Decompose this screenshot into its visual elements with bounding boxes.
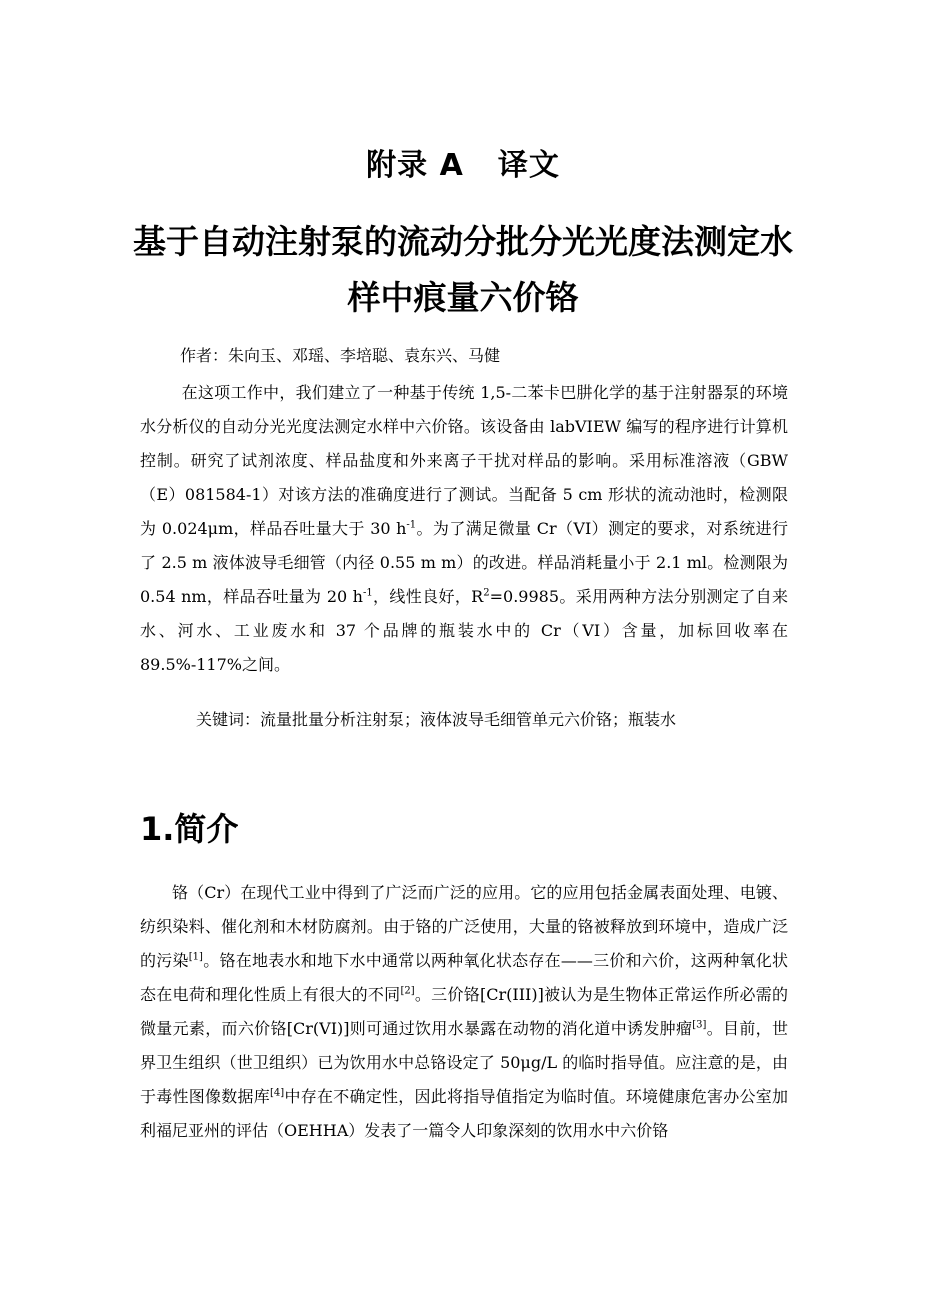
appendix-label: 附录 A [366, 148, 464, 183]
abstract-text-1: 在这项工作中，我们建立了一种基于传统 1,5-二苯卡巴肼化学的基于注射器泵的环境水分析仪的自动分光光度法测定水样中六价铬。该设备由 labVIEW 编写的程序进行计算机控制。研究了试剂浓度、样品盐度和外来离子干扰对样品的影响。采用标准溶液（GBW（E）081584-1）对该方法的准确度进行了测试。当配备 5 cm 形状的流动池时，检测限为 0.024μm，样品吞吐量大于 30 h [140, 383, 788, 538]
abstract-text-3: ，线性良好，R [372, 587, 484, 606]
body-text-5: 中存在不确定性，因此将指导值指定为临时值。环境健康危害办公室加利福尼亚州的评估（OEHHA）发表了一篇令人印象深刻的饮用水中六价铬 [140, 1087, 788, 1140]
citation-1: [1] [188, 951, 203, 963]
section-heading: 1.简介 [140, 810, 239, 848]
abstract [140, 376, 788, 682]
body-text-3: 。三价铬[Cr(III)]被认为是生物体正常运作所必需的微量元素，而六价铬[Cr(VI)]则可通过饮用水暴露在动物的消化道中诱发肿瘤 [140, 985, 788, 1038]
abstract-text-4: =0.9985。采用两种方法分别测定了自来水、河水、工业废水和 37 个品牌的瓶装水中的 Cr（VI）含量，加标回收率在 89.5%-117%之间。 [140, 587, 788, 674]
abstract-sup-2: -1 [362, 587, 373, 599]
citation-2: [2] [400, 985, 415, 997]
document-title: 基于自动注射泵的流动分批分光光度法测定水样中痕量六价铬 [133, 222, 793, 317]
author-line: 作者：朱向玉、邓瑶、李培聪、袁东兴、马健 [180, 346, 501, 365]
body-text-4: 。目前，世界卫生组织（世卫组织）已为饮用水中总铬设定了 50μg/L 的临时指导值。应注意的是，由于毒性图像数据库 [140, 1019, 788, 1106]
section-body [140, 876, 788, 1148]
appendix-subtitle: 译文 [497, 148, 560, 183]
citation-4: [4] [270, 1087, 285, 1099]
abstract-sup-1: -1 [406, 519, 417, 531]
body-paragraph [140, 876, 788, 1148]
citation-3: [3] [692, 1019, 707, 1031]
abstract-text-2: 。为了满足微量 Cr（VI）测定的要求，对系统进行了 2.5 m 液体波导毛细管（内径 0.55 m m）的改进。样品消耗量小于 2.1 ml。检测限为 0.54 nm，样品吞吐量为 20 h [140, 519, 788, 606]
appendix-title [0, 140, 926, 184]
abstract-paragraph [140, 376, 788, 682]
abstract-sup-3: 2 [483, 587, 490, 599]
body-text-1: 铬（Cr）在现代工业中得到了广泛而广泛的应用。它的应用包括金属表面处理、电镀、纺织染料、催化剂和木材防腐剂。由于铬的广泛使用，大量的铬被释放到环境中，造成广泛的污染 [140, 883, 788, 970]
body-text-2: 。铬在地表水和地下水中通常以两种氧化状态存在——三价和六价，这两种氧化状态在电荷和理化性质上有很大的不同 [140, 951, 788, 1004]
keywords: 关键词：流量批量分析注射泵；液体波导毛细管单元六价铬；瓶装水 [196, 710, 677, 729]
